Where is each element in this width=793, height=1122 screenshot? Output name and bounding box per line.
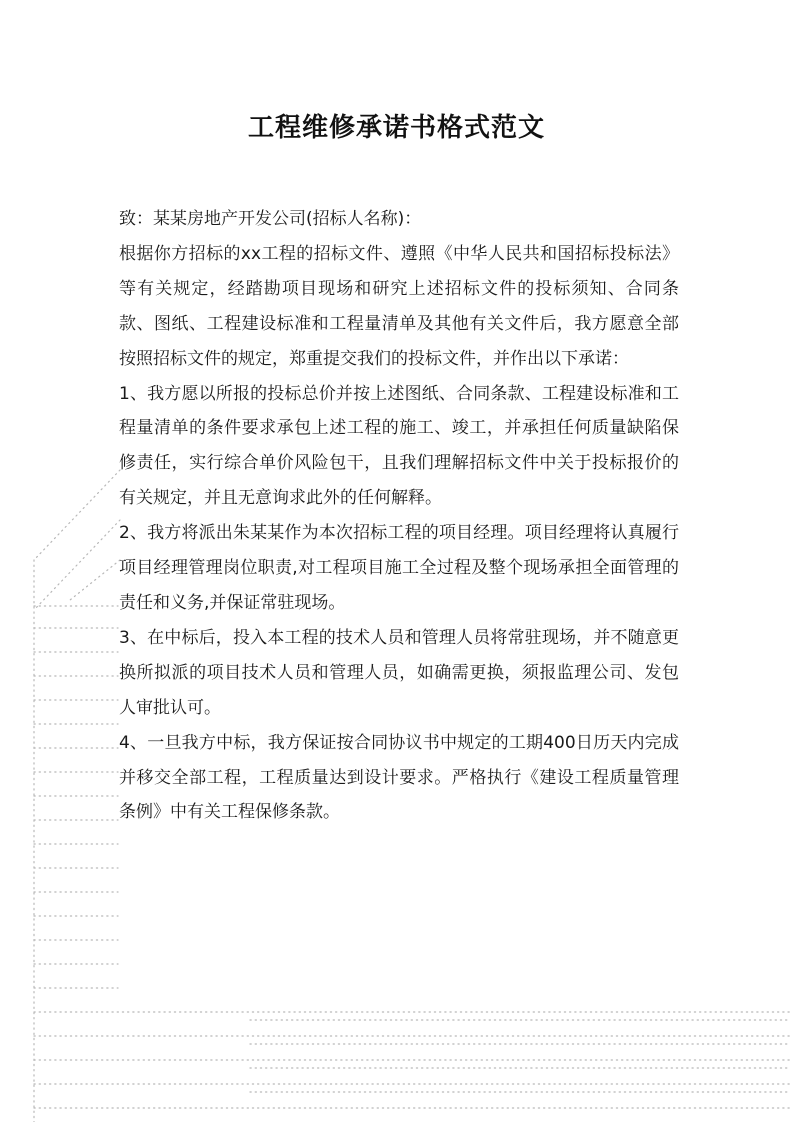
document-body: [119, 202, 679, 830]
commitment-item-3: 3、在中标后，投入本工程的技术人员和管理人员将常驻现场，并不随意更换所拟派的项目技术人员和管理人员，如确需更换，须报监理公司、发包人审批认可。: [119, 627, 679, 718]
document-title: 工程维修承诺书格式范文: [247, 113, 545, 143]
commitment-item-2: 2、我方将派出朱某某作为本次招标工程的项目经理。项目经理将认真履行项目经理管理岗位职责,对工程项目施工全过程及整个现场承担全面管理的责任和义务,并保证常驻现场。: [119, 523, 679, 613]
intro-paragraph: 根据你方招标的xx工程的招标文件、遵照《中华人民共和国招标投标法》等有关规定，经踏勘项目现场和研究上述招标文件的投标须知、合同条款、图纸、工程建设标准和工程量清单及其他有关文件后，我方愿意全部按照招标文件的规定，郑重提交我们的投标文件，并作出以下承诺：: [119, 243, 679, 369]
salutation-line: 致：某某房地产开发公司(招标人名称)：: [119, 209, 422, 229]
commitment-item-4: 4、一旦我方中标，我方保证按合同协议书中规定的工期400日历天内完成并移交全部工程，工程质量达到设计要求。严格执行《建设工程质量管理条例》中有关工程保修条款。: [119, 732, 679, 823]
commitment-item-1: 1、我方愿以所报的投标总价并按上述图纸、合同条款、工程建设标准和工程量清单的条件要求承包上述工程的施工、竣工，并承担任何质量缺陷保修责任，实行综合单价风险包干，且我们理解招标文件中关于投标报价的有关规定，并且无意询求此外的任何解释。: [119, 383, 679, 509]
